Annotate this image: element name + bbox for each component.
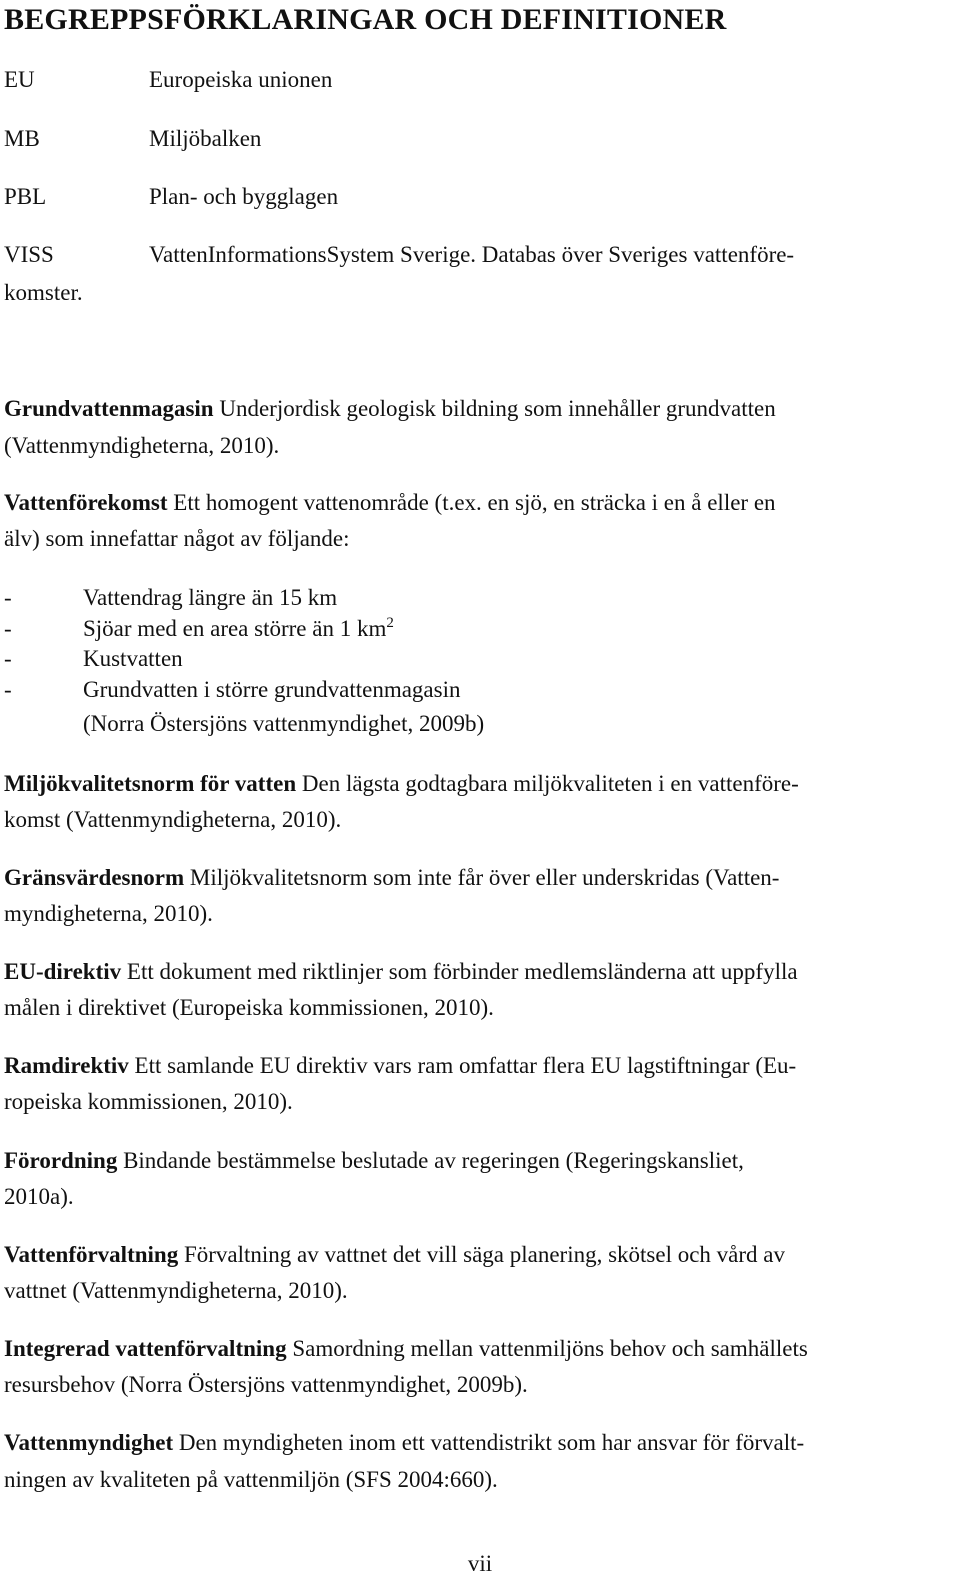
term-label: Miljökvalitetsnorm för vatten [4,771,297,796]
definition-text: Förvaltning av vattnet det vill säga planering, skötsel och vård av [178,1242,786,1267]
page-number: vii [467,1551,493,1576]
def-vattenforvaltning [4,1241,785,1269]
definition-text: Den lägsta godtagbara miljökvaliteten i en vattenföre- [296,771,799,796]
def-grundvattenmagasin [4,395,776,423]
abbr-eu-meaning: Europeiska unionen [149,67,333,92]
list-item-text: Kustvatten [83,646,183,671]
term-label: Förordning [4,1148,118,1173]
list-marker: - [4,616,12,641]
def-grundvattenmagasin-line2: (Vattenmyndigheterna, 2010). [4,433,280,458]
def-forordning-line2: 2010a). [4,1184,74,1209]
def-integrerad-vattenforvaltning [4,1335,808,1363]
term-label: Vattenförvaltning [4,1242,179,1267]
def-gransvardesnorm-line2: myndigheterna, 2010). [4,901,213,926]
term-label: Integrerad vattenförvaltning [4,1336,287,1361]
def-ramdirektiv-line2: ropeiska kommissionen, 2010). [4,1089,293,1114]
abbr-mb: MB [4,126,40,151]
list-marker: - [4,677,12,702]
list-item [4,584,337,612]
def-eu-direktiv [4,958,798,986]
term-label: Vattenförekomst [4,490,168,515]
def-integrerad-line2: resursbehov (Norra Östersjöns vattenmyndighet, 2009b). [4,1372,528,1397]
list-item [4,676,460,704]
list-marker: - [4,646,12,671]
definition-text: Ett homogent vattenområde (t.ex. en sjö, en sträcka i en å eller en [167,490,776,515]
term-label: Ramdirektiv [4,1053,129,1078]
abbr-viss-continuation: komster. [4,280,83,305]
list-item-text: Grundvatten i större grundvattenmagasin [83,677,461,702]
def-vattenforekomst [4,489,776,517]
superscript: 2 [386,615,394,631]
abbr-eu: EU [4,67,35,92]
def-vattenforekomst-line2: älv) som innefattar något av följande: [4,526,350,551]
list-marker: - [4,585,12,610]
list-item [4,645,183,673]
list-item-text: Sjöar med en area större än 1 km [83,616,387,641]
definition-text: Bindande bestämmelse beslutade av regeringen (Regeringskansliet, [117,1148,744,1173]
list-item-text: Vattendrag längre än 15 km [83,585,338,610]
definition-text: Miljökvalitetsnorm som inte får över eller underskridas (Vatten- [184,865,780,890]
definition-text: Underjordisk geologisk bildning som innehåller grundvatten [213,396,776,421]
list-item [4,615,394,643]
page-title: BEGREPPSFÖRKLARINGAR OCH DEFINITIONER [4,3,727,36]
def-forordning [4,1147,744,1175]
term-label: Gränsvärdesnorm [4,865,185,890]
definition-text: Samordning mellan vattenmiljöns behov och samhällets [286,1336,808,1361]
definition-text: Den myndigheten inom ett vattendistrikt som har ansvar för förvalt- [173,1430,805,1455]
def-gransvardesnorm [4,864,779,892]
def-vattenmyndighet [4,1429,804,1457]
abbr-pbl: PBL [4,184,47,209]
abbr-mb-meaning: Miljöbalken [149,126,262,151]
def-miljokvalitetsnorm-line2: komst (Vattenmyndigheterna, 2010). [4,807,342,832]
def-vattenforvaltning-line2: vattnet (Vattenmyndigheterna, 2010). [4,1278,348,1303]
term-label: EU-direktiv [4,959,122,984]
list-source: (Norra Östersjöns vattenmyndighet, 2009b) [83,711,485,736]
def-ramdirektiv [4,1052,796,1080]
term-label: Grundvattenmagasin [4,396,214,421]
def-miljokvalitetsnorm [4,770,799,798]
definition-text: Ett samlande EU direktiv vars ram omfattar flera EU lagstiftningar (Eu- [128,1053,797,1078]
term-label: Vattenmyndighet [4,1430,174,1455]
definition-text: Ett dokument med riktlinjer som förbinder medlemsländerna att uppfylla [121,959,798,984]
abbr-pbl-meaning: Plan- och bygglagen [149,184,339,209]
abbr-viss: VISS [4,242,54,267]
def-vattenmyndighet-line2: ningen av kvaliteten på vattenmiljön (SFS 2004:660). [4,1467,498,1492]
abbr-viss-meaning: VattenInformationsSystem Sverige. Databas över Sveriges vattenföre- [149,242,795,267]
def-eu-direktiv-line2: målen i direktivet (Europeiska kommissionen, 2010). [4,995,494,1020]
